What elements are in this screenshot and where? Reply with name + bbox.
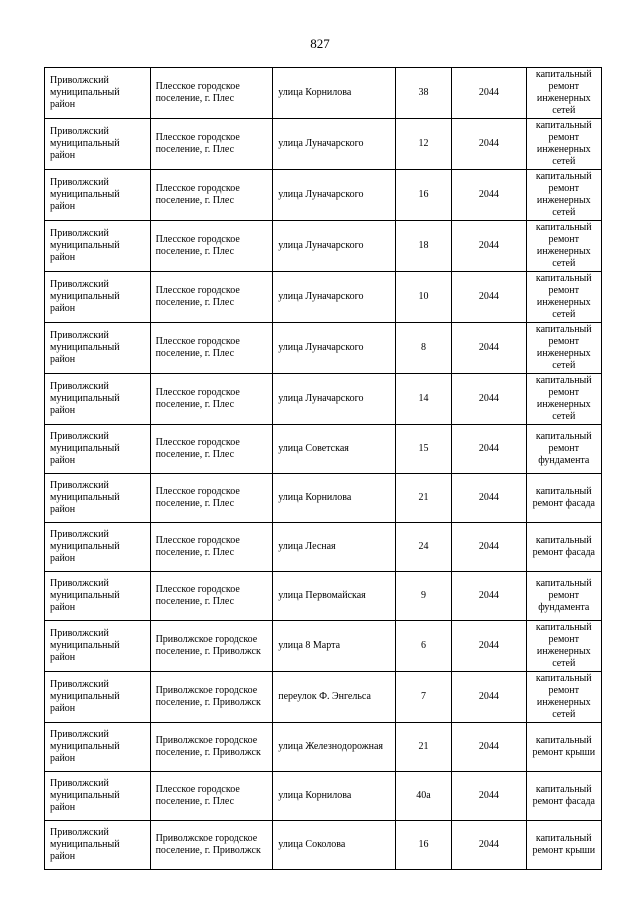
year-cell: 2044 <box>452 68 526 119</box>
street-cell: улица 8 Марта <box>273 621 396 672</box>
house-number-cell: 24 <box>395 523 451 572</box>
district-cell: Приволжский муниципальный район <box>45 821 151 870</box>
work-type-cell: капитальный ремонт фасада <box>526 523 601 572</box>
year-cell: 2044 <box>452 170 526 221</box>
year-cell: 2044 <box>452 474 526 523</box>
year-cell: 2044 <box>452 374 526 425</box>
table-row <box>45 572 602 621</box>
settlement-cell: Приволжское городское поселение, г. Приволжск <box>150 672 273 723</box>
house-number-cell: 38 <box>395 68 451 119</box>
street-cell: улица Советская <box>273 425 396 474</box>
work-type-cell: капитальный ремонт инженерных сетей <box>526 621 601 672</box>
district-cell: Приволжский муниципальный район <box>45 221 151 272</box>
district-cell: Приволжский муниципальный район <box>45 572 151 621</box>
work-type-cell: капитальный ремонт фасада <box>526 772 601 821</box>
table-row <box>45 474 602 523</box>
district-cell: Приволжский муниципальный район <box>45 323 151 374</box>
table-row <box>45 772 602 821</box>
work-type-cell: капитальный ремонт инженерных сетей <box>526 68 601 119</box>
district-cell: Приволжский муниципальный район <box>45 621 151 672</box>
district-cell: Приволжский муниципальный район <box>45 523 151 572</box>
year-cell: 2044 <box>452 572 526 621</box>
table-row <box>45 723 602 772</box>
work-type-cell: капитальный ремонт инженерных сетей <box>526 672 601 723</box>
settlement-cell: Приволжское городское поселение, г. Приволжск <box>150 723 273 772</box>
district-cell: Приволжский муниципальный район <box>45 119 151 170</box>
table-row <box>45 272 602 323</box>
district-cell: Приволжский муниципальный район <box>45 672 151 723</box>
house-number-cell: 7 <box>395 672 451 723</box>
house-number-cell: 15 <box>395 425 451 474</box>
table-row <box>45 672 602 723</box>
street-cell: улица Корнилова <box>273 772 396 821</box>
table-row <box>45 119 602 170</box>
street-cell: улица Лесная <box>273 523 396 572</box>
year-cell: 2044 <box>452 821 526 870</box>
table-row <box>45 221 602 272</box>
house-number-cell: 12 <box>395 119 451 170</box>
settlement-cell: Плесское городское поселение, г. Плес <box>150 119 273 170</box>
district-cell: Приволжский муниципальный район <box>45 772 151 821</box>
table-body <box>45 68 602 870</box>
street-cell: переулок Ф. Энгельса <box>273 672 396 723</box>
table-row <box>45 621 602 672</box>
street-cell: улица Луначарского <box>273 374 396 425</box>
year-cell: 2044 <box>452 723 526 772</box>
street-cell: улица Луначарского <box>273 221 396 272</box>
district-cell: Приволжский муниципальный район <box>45 170 151 221</box>
settlement-cell: Плесское городское поселение, г. Плес <box>150 323 273 374</box>
house-number-cell: 40а <box>395 772 451 821</box>
house-number-cell: 18 <box>395 221 451 272</box>
settlement-cell: Плесское городское поселение, г. Плес <box>150 474 273 523</box>
year-cell: 2044 <box>452 323 526 374</box>
street-cell: улица Корнилова <box>273 68 396 119</box>
street-cell: улица Железнодорожная <box>273 723 396 772</box>
district-cell: Приволжский муниципальный район <box>45 723 151 772</box>
settlement-cell: Плесское городское поселение, г. Плес <box>150 374 273 425</box>
house-number-cell: 8 <box>395 323 451 374</box>
settlement-cell: Плесское городское поселение, г. Плес <box>150 170 273 221</box>
work-type-cell: капитальный ремонт фундамента <box>526 572 601 621</box>
work-type-cell: капитальный ремонт инженерных сетей <box>526 374 601 425</box>
work-type-cell: капитальный ремонт крыши <box>526 723 601 772</box>
work-type-cell: капитальный ремонт инженерных сетей <box>526 119 601 170</box>
work-type-cell: капитальный ремонт инженерных сетей <box>526 221 601 272</box>
year-cell: 2044 <box>452 221 526 272</box>
table-row <box>45 425 602 474</box>
year-cell: 2044 <box>452 672 526 723</box>
district-cell: Приволжский муниципальный район <box>45 374 151 425</box>
table-row <box>45 523 602 572</box>
house-number-cell: 16 <box>395 170 451 221</box>
settlement-cell: Плесское городское поселение, г. Плес <box>150 68 273 119</box>
settlement-cell: Плесское городское поселение, г. Плес <box>150 221 273 272</box>
table-row <box>45 68 602 119</box>
table-row <box>45 821 602 870</box>
work-type-cell: капитальный ремонт фундамента <box>526 425 601 474</box>
street-cell: улица Луначарского <box>273 323 396 374</box>
table-row <box>45 374 602 425</box>
settlement-cell: Приволжское городское поселение, г. Приволжск <box>150 821 273 870</box>
street-cell: улица Корнилова <box>273 474 396 523</box>
house-number-cell: 6 <box>395 621 451 672</box>
work-type-cell: капитальный ремонт инженерных сетей <box>526 323 601 374</box>
district-cell: Приволжский муниципальный район <box>45 272 151 323</box>
district-cell: Приволжский муниципальный район <box>45 68 151 119</box>
settlement-cell: Приволжское городское поселение, г. Приволжск <box>150 621 273 672</box>
work-type-cell: капитальный ремонт фасада <box>526 474 601 523</box>
house-number-cell: 9 <box>395 572 451 621</box>
street-cell: улица Луначарского <box>273 272 396 323</box>
house-number-cell: 10 <box>395 272 451 323</box>
street-cell: улица Луначарского <box>273 119 396 170</box>
settlement-cell: Плесское городское поселение, г. Плес <box>150 425 273 474</box>
settlement-cell: Плесское городское поселение, г. Плес <box>150 272 273 323</box>
page-number: 827 <box>310 36 330 51</box>
settlement-cell: Плесское городское поселение, г. Плес <box>150 772 273 821</box>
street-cell: улица Первомайская <box>273 572 396 621</box>
work-type-cell: капитальный ремонт инженерных сетей <box>526 272 601 323</box>
table-row <box>45 170 602 221</box>
year-cell: 2044 <box>452 621 526 672</box>
year-cell: 2044 <box>452 772 526 821</box>
table-row <box>45 323 602 374</box>
work-type-cell: капитальный ремонт инженерных сетей <box>526 170 601 221</box>
settlement-cell: Плесское городское поселение, г. Плес <box>150 523 273 572</box>
settlement-cell: Плесское городское поселение, г. Плес <box>150 572 273 621</box>
district-cell: Приволжский муниципальный район <box>45 474 151 523</box>
street-cell: улица Луначарского <box>273 170 396 221</box>
work-type-cell: капитальный ремонт крыши <box>526 821 601 870</box>
year-cell: 2044 <box>452 272 526 323</box>
year-cell: 2044 <box>452 119 526 170</box>
district-cell: Приволжский муниципальный район <box>45 425 151 474</box>
house-number-cell: 21 <box>395 474 451 523</box>
year-cell: 2044 <box>452 425 526 474</box>
house-number-cell: 21 <box>395 723 451 772</box>
street-cell: улица Соколова <box>273 821 396 870</box>
housing-repair-table <box>44 67 602 870</box>
house-number-cell: 16 <box>395 821 451 870</box>
house-number-cell: 14 <box>395 374 451 425</box>
year-cell: 2044 <box>452 523 526 572</box>
